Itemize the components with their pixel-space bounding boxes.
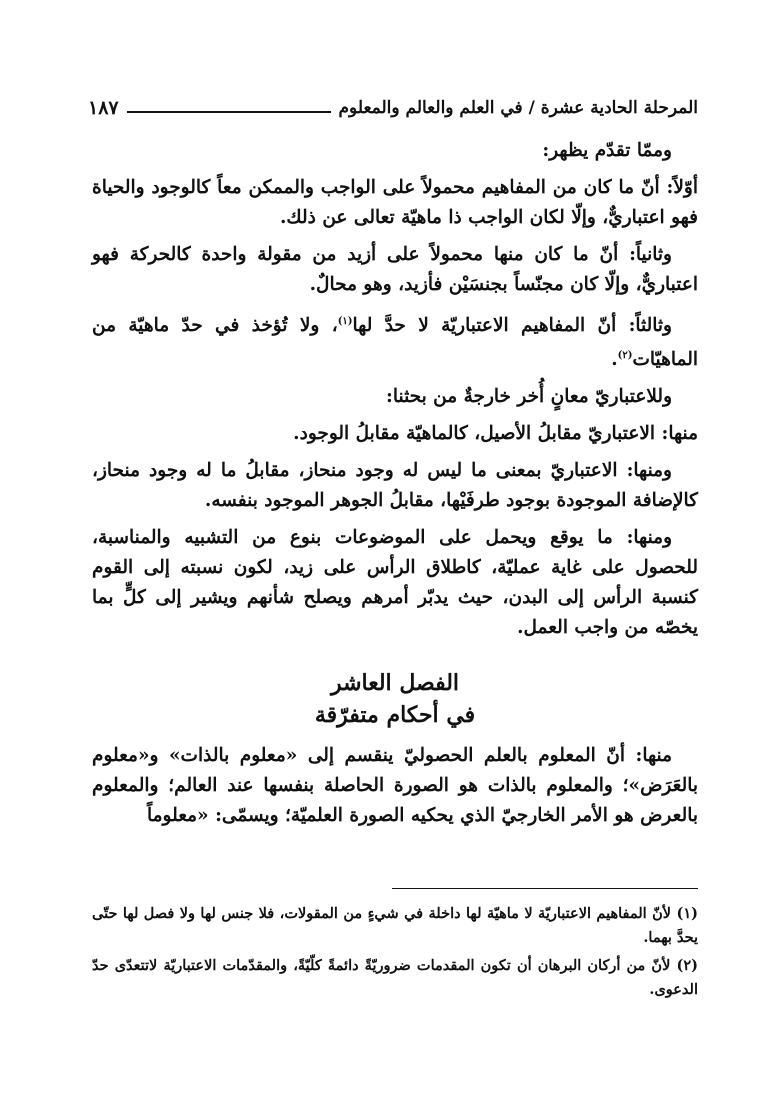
section-subtitle: في أحكام متفرّقة <box>314 702 476 729</box>
footnote-1: (١) لأنّ المفاهيم الاعتباريّة لا ماهيّة لها داخلة في شيءٍ من المقولات، فلا جنس لها ولا فصل لها حتّى يحدَّ بهما. <box>92 905 698 946</box>
paragraph-other-meanings: وللاعتباريّ معانٍ أُخر خارجةٌ من بحثنا: <box>386 386 672 408</box>
paragraph-first: أوّلاً: أنّ ما كان من المفاهيم محمولاً على الواجب والممكن معاً كالوجود والحياة فهو اعتباريٌّ، وإلّا لكان الواجب ذا ماهيّة تعالى عن ذلك. <box>92 177 698 228</box>
chapter-title: المرحلة الحادية عشرة / في العلم والعالم والمعلوم <box>338 98 698 118</box>
paragraph-third-text: وثالثاً: أنّ المفاهيم الاعتباريّة لا حدَّ لها <box>352 315 672 337</box>
paragraph-meaning-2: ومنها: الاعتباريّ بمعنى ما ليس له وجود منحاز، مقابلُ ما له وجود منحاز، كالإضافة الموجودة بوجود طرفَيْها، مقابلُ الجوهر الموجود بنفسه. <box>92 460 698 512</box>
footnote-divider <box>392 888 698 889</box>
paragraph-second: وثانياً: أنّ ما كان منها محمولاً على أزيد من مقولة واحدة كالحركة فهو اعتباريٌّ، وإلّا كان مجنّساً بجنسَيْن فأزيد، وهو محالٌ. <box>92 244 698 295</box>
header-rule <box>127 111 331 113</box>
paragraph-meaning-3: ومنها: ما يوقع ويحمل على الموضوعات بنوع من التشبيه والمناسبة، للحصول على غاية عمليّة، كاطلاق الرأس على زيد، لكون نسبته إلى القوم كنسبة الرأس إلى البدن، حيث يدبّر أمرهم ويصلح شأنهم ويشير إلى كلٍّ بما يخصّه من واجب العمل. <box>92 527 698 639</box>
paragraph-third-text-2: ، ولا تُؤخذ في حدّ ماهيّة من الماهيّات <box>92 315 698 371</box>
footnotes <box>92 902 698 1006</box>
main-text <box>92 136 698 838</box>
footnote-2: (٢) لأنّ من أركان البرهان أن تكون المقدمات ضروريّةً دائمةً كلّيّةً، والمقدّمات الاعتباريّة لاتتعدّى حدّ الدعوى. <box>92 957 698 998</box>
paragraph-intro: وممّا تقدّم يظهر: <box>542 140 672 161</box>
section-heading <box>92 667 698 731</box>
footnote-ref-1: (١) <box>337 316 353 327</box>
paragraph-section-body: منها: أنّ المعلوم بالعلم الحصوليّ ينقسم إلى «معلوم بالذات» و«معلوم بالعَرَض»؛ والمعلوم بالذات هو الصورة الحاصلة بنفسها عند العالم؛ والمعلوم بالعرض هو الأمر الخارجيّ الذي يحكيه الصورة العلميّة؛ ويسمّى: «معلوماً <box>92 745 698 827</box>
paragraph-third <box>92 307 698 375</box>
running-header <box>88 88 698 118</box>
footnote-ref-2: (٢) <box>617 350 633 362</box>
paragraph-meaning-1: منها: الاعتباريّ مقابلُ الأصيل، كالماهيّة مقابلُ الوجود. <box>293 423 698 445</box>
section-title: الفصل العاشر <box>330 670 460 697</box>
page-number: ١٨٧ <box>88 97 119 119</box>
paragraph-third-end: . <box>611 349 618 371</box>
